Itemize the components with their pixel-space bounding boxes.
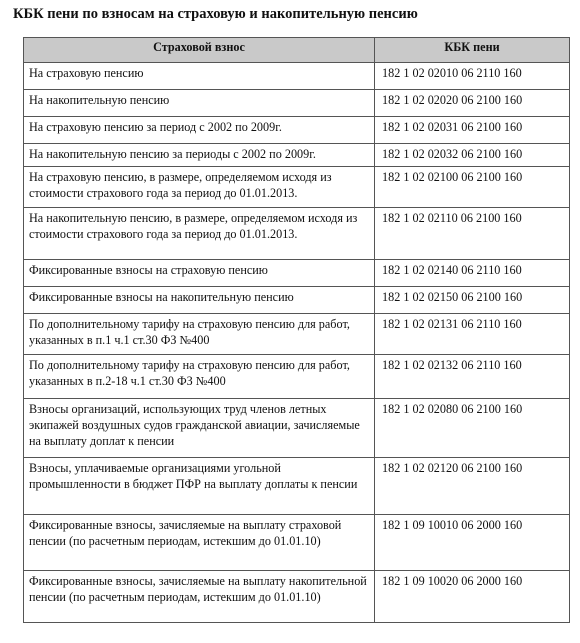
table-row xyxy=(24,208,570,260)
table-row xyxy=(24,458,570,515)
kbk-table xyxy=(23,37,570,623)
table-row xyxy=(24,144,570,167)
contribution-cell: Фиксированные взносы на страховую пенсию xyxy=(24,260,375,287)
kbk-code-cell: 182 1 09 10010 06 2000 160 xyxy=(375,515,570,571)
contribution-cell: Фиксированные взносы, зачисляемые на выплату накопительной пенсии (по расчетным периодам, истекшим до 01.01.10) xyxy=(24,571,375,623)
table-row xyxy=(24,117,570,144)
kbk-code-cell: 182 1 02 02132 06 2110 160 xyxy=(375,355,570,399)
contribution-cell: По дополнительному тарифу на страховую пенсию для работ, указанных в п.2-18 ч.1 ст.30 ФЗ №400 xyxy=(24,355,375,399)
column-header-kbk: КБК пени xyxy=(375,38,570,63)
contribution-cell: На страховую пенсию xyxy=(24,63,375,90)
kbk-code-cell: 182 1 09 10020 06 2000 160 xyxy=(375,571,570,623)
kbk-code-cell: 182 1 02 02100 06 2100 160 xyxy=(375,167,570,208)
table-row xyxy=(24,167,570,208)
table-row xyxy=(24,260,570,287)
kbk-code-cell: 182 1 02 02010 06 2110 160 xyxy=(375,63,570,90)
table-row xyxy=(24,515,570,571)
table-row xyxy=(24,314,570,355)
contribution-cell: На накопительную пенсию за периоды с 2002 по 2009г. xyxy=(24,144,375,167)
kbk-code-cell: 182 1 02 02150 06 2100 160 xyxy=(375,287,570,314)
contribution-cell: Фиксированные взносы на накопительную пенсию xyxy=(24,287,375,314)
contribution-cell: На страховую пенсию, в размере, определяемом исходя из стоимости страхового года за период до 01.01.2013. xyxy=(24,167,375,208)
contribution-cell: На накопительную пенсию, в размере, определяемом исходя из стоимости страхового года за период до 01.01.2013. xyxy=(24,208,375,260)
kbk-code-cell: 182 1 02 02032 06 2100 160 xyxy=(375,144,570,167)
table-row xyxy=(24,571,570,623)
table-row xyxy=(24,90,570,117)
table-header-row xyxy=(24,38,570,63)
kbk-code-cell: 182 1 02 02131 06 2110 160 xyxy=(375,314,570,355)
contribution-cell: Фиксированные взносы, зачисляемые на выплату страховой пенсии (по расчетным периодам, истекшим до 01.01.10) xyxy=(24,515,375,571)
column-header-contribution: Страховой взнос xyxy=(24,38,375,63)
kbk-code-cell: 182 1 02 02140 06 2110 160 xyxy=(375,260,570,287)
table-row xyxy=(24,287,570,314)
page-title: КБК пени по взносам на страховую и накопительную пенсию xyxy=(13,6,418,22)
contribution-cell: Взносы, уплачиваемые организациями угольной промышленности в бюджет ПФР на выплату доплаты к пенсии xyxy=(24,458,375,515)
table-row xyxy=(24,399,570,458)
contribution-cell: Взносы организаций, использующих труд членов летных экипажей воздушных судов гражданской авиации, зачисляемые на выплату доплат к пенсии xyxy=(24,399,375,458)
kbk-code-cell: 182 1 02 02110 06 2100 160 xyxy=(375,208,570,260)
kbk-code-cell: 182 1 02 02020 06 2100 160 xyxy=(375,90,570,117)
table-row xyxy=(24,355,570,399)
contribution-cell: По дополнительному тарифу на страховую пенсию для работ, указанных в п.1 ч.1 ст.30 ФЗ №400 xyxy=(24,314,375,355)
kbk-code-cell: 182 1 02 02120 06 2100 160 xyxy=(375,458,570,515)
table-row xyxy=(24,63,570,90)
kbk-code-cell: 182 1 02 02031 06 2100 160 xyxy=(375,117,570,144)
kbk-code-cell: 182 1 02 02080 06 2100 160 xyxy=(375,399,570,458)
contribution-cell: На страховую пенсию за период с 2002 по 2009г. xyxy=(24,117,375,144)
contribution-cell: На накопительную пенсию xyxy=(24,90,375,117)
